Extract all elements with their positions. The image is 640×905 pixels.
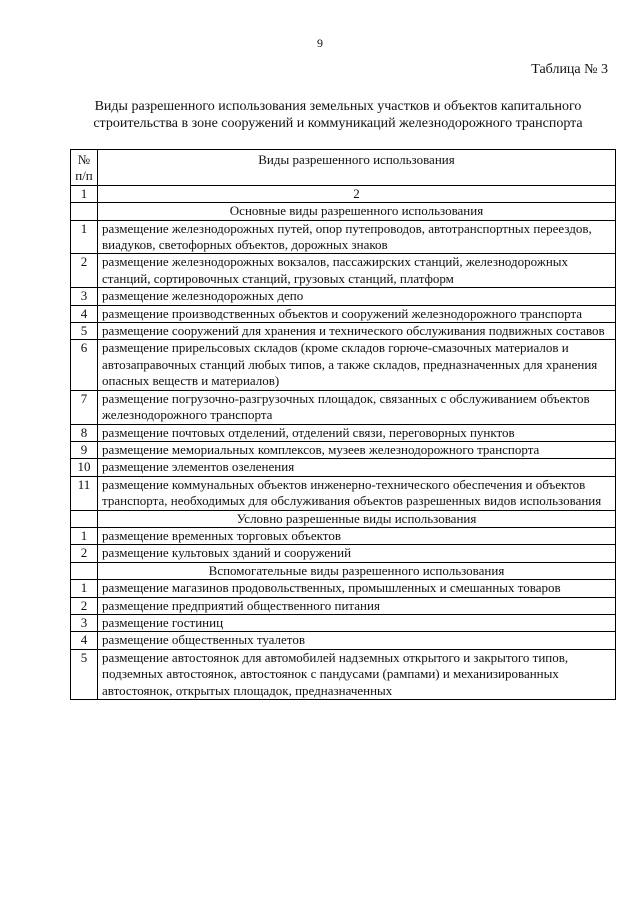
section-empty-cell — [71, 203, 98, 220]
section-header-row — [71, 203, 616, 220]
row-text: размещение почтовых отделений, отделений связи, переговорных пунктов — [98, 424, 616, 441]
row-number: 2 — [71, 254, 98, 288]
table-row — [71, 632, 616, 649]
table-label: Таблица № 3 — [531, 62, 608, 77]
row-number: 3 — [71, 614, 98, 631]
row-number: 6 — [71, 340, 98, 390]
row-text: размещение железнодорожных путей, опор путепроводов, автотранспортных переездов, виадуков, светофорных объектов, дорожных знаков — [98, 220, 616, 254]
table-row — [71, 580, 616, 597]
index-num-cell: 1 — [71, 185, 98, 202]
row-number: 5 — [71, 649, 98, 699]
row-number: 2 — [71, 545, 98, 562]
row-text: размещение культовых зданий и сооружений — [98, 545, 616, 562]
row-text: размещение прирельсовых складов (кроме складов горюче-смазочных материалов и автозаправочных станций любых типов, а также складов, предназначенных для хранения опасных веществ и материалов) — [98, 340, 616, 390]
table-body — [71, 150, 616, 700]
row-text: размещение мемориальных комплексов, музеев железнодорожного транспорта — [98, 441, 616, 458]
row-number: 11 — [71, 476, 98, 510]
table-row — [71, 545, 616, 562]
table-row — [71, 340, 616, 390]
table-row — [71, 441, 616, 458]
table-row — [71, 288, 616, 305]
table-row — [71, 476, 616, 510]
row-number: 1 — [71, 527, 98, 544]
row-text: размещение магазинов продовольственных, промышленных и смешанных товаров — [98, 580, 616, 597]
document-title-line: строительства в зоне сооружений и коммуникаций железнодорожного транспорта — [93, 116, 583, 131]
row-number: 8 — [71, 424, 98, 441]
row-text: размещение гостиниц — [98, 614, 616, 631]
section-header-row — [71, 562, 616, 579]
row-text: размещение производственных объектов и сооружений железнодорожного транспорта — [98, 305, 616, 322]
section-header-row — [71, 510, 616, 527]
table-row — [71, 597, 616, 614]
table-row — [71, 527, 616, 544]
section-empty-cell — [71, 510, 98, 527]
land-use-table — [70, 149, 616, 700]
header-label-cell: Виды разрешенного использования — [98, 150, 616, 186]
row-number: 4 — [71, 632, 98, 649]
index-label-cell: 2 — [98, 185, 616, 202]
table-row — [71, 305, 616, 322]
page-number: 9 — [317, 36, 323, 50]
table-row — [71, 424, 616, 441]
row-text: размещение железнодорожных депо — [98, 288, 616, 305]
table-row — [71, 649, 616, 699]
document-title-line: Виды разрешенного использования земельных участков и объектов капитального — [94, 99, 582, 114]
row-text: размещение общественных туалетов — [98, 632, 616, 649]
row-text: размещение временных торговых объектов — [98, 527, 616, 544]
row-number: 1 — [71, 220, 98, 254]
section-title: Вспомогательные виды разрешенного использования — [98, 562, 616, 579]
table-index-row — [71, 185, 616, 202]
row-number: 10 — [71, 459, 98, 476]
table-header-row — [71, 150, 616, 186]
row-text: размещение железнодорожных вокзалов, пассажирских станций, железнодорожных станций, сортировочных станций, грузовых станций, платформ — [98, 254, 616, 288]
row-number: 9 — [71, 441, 98, 458]
document-title — [40, 98, 636, 132]
row-number: 3 — [71, 288, 98, 305]
section-title: Условно разрешенные виды использования — [98, 510, 616, 527]
table-row — [71, 459, 616, 476]
row-text: размещение коммунальных объектов инженерно-технического обеспечения и объектов транспорта, необходимых для обслуживания объектов разрешенных видов использования — [98, 476, 616, 510]
row-number: 7 — [71, 390, 98, 424]
row-text: размещение предприятий общественного питания — [98, 597, 616, 614]
row-number: 1 — [71, 580, 98, 597]
row-number: 4 — [71, 305, 98, 322]
row-text: размещение элементов озеленения — [98, 459, 616, 476]
row-text: размещение сооружений для хранения и технического обслуживания подвижных составов — [98, 323, 616, 340]
table-row — [71, 614, 616, 631]
table-row — [71, 220, 616, 254]
section-empty-cell — [71, 562, 98, 579]
row-text: размещение автостоянок для автомобилей надземных открытого и закрытого типов, подземных автостоянок, автостоянок с пандусами (рампами) и механизированных автостоянок, открытых площадок, предназначенных — [98, 649, 616, 699]
table-row — [71, 254, 616, 288]
row-text: размещение погрузочно-разгрузочных площадок, связанных с обслуживанием объектов железнодорожного транспорта — [98, 390, 616, 424]
row-number: 2 — [71, 597, 98, 614]
header-num-cell: № п/п — [71, 150, 98, 186]
section-title: Основные виды разрешенного использования — [98, 203, 616, 220]
table-row — [71, 323, 616, 340]
table-row — [71, 390, 616, 424]
row-number: 5 — [71, 323, 98, 340]
